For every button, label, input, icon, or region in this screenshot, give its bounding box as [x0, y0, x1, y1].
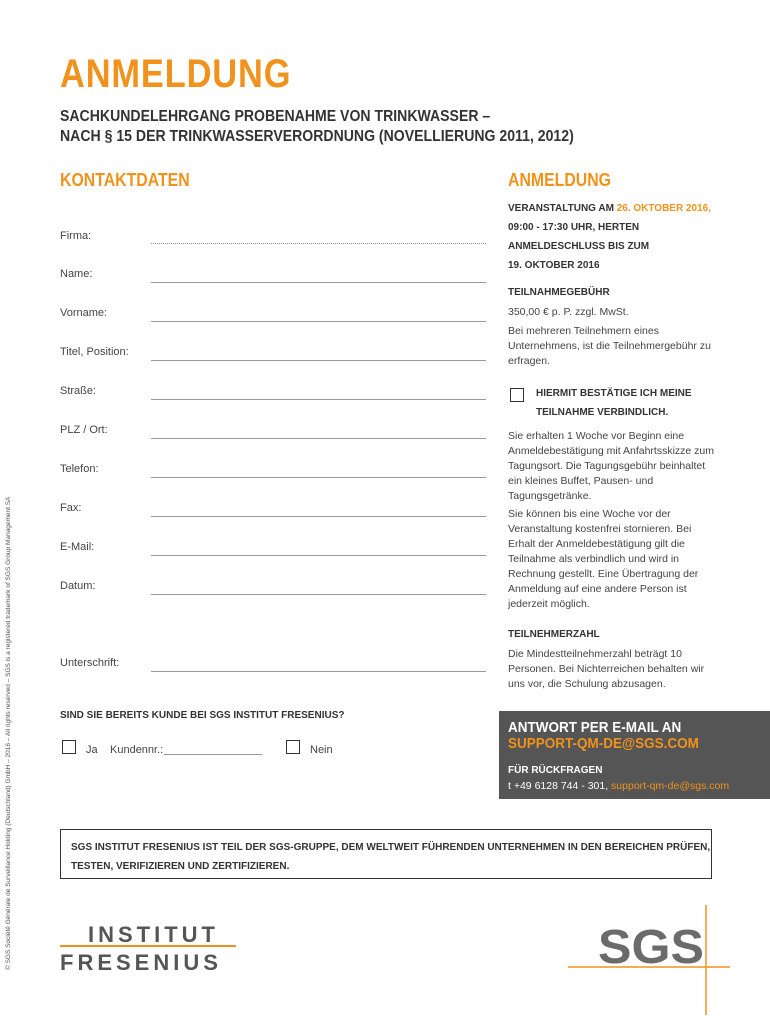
sgs-logo: [568, 905, 730, 1015]
firma-field[interactable]: [151, 243, 486, 244]
deadline-label: ANMELDESCHLUSS BIS ZUM: [508, 241, 650, 252]
answer-email[interactable]: SUPPORT-QM-DE@SGS.COM: [508, 735, 699, 752]
datum-field[interactable]: [151, 594, 486, 595]
name-label: Name:: [60, 268, 93, 280]
event-date-line: [508, 199, 723, 218]
titel-label: Titel, Position:: [60, 346, 129, 358]
firma-label: Firma:: [60, 230, 92, 242]
participants-heading: TEILNEHMERZAHL: [508, 629, 600, 640]
customer-number-label: Kundennr.:: [110, 744, 164, 756]
customer-yes-checkbox[interactable]: [62, 740, 76, 754]
plz-field[interactable]: [151, 438, 486, 439]
email-label: E-Mail:: [60, 541, 95, 553]
telefon-label: Telefon:: [60, 463, 99, 475]
fee-heading: TEILNAHMEGEBÜHR: [508, 287, 610, 298]
questions-label: FÜR RÜCKFRAGEN: [508, 765, 603, 776]
email-field[interactable]: [151, 555, 486, 556]
subtitle-line-2: NACH § 15 DER TRINKWASSERVERORDNUNG (NOVELLIERUNG 2011, 2012): [60, 128, 574, 145]
strasse-label: Straße:: [60, 385, 97, 397]
event-time: 09:00 - 17:30 UHR, HERTEN: [508, 222, 640, 233]
page-title: ANMELDUNG: [60, 52, 292, 96]
fax-label: Fax:: [60, 502, 82, 514]
vorname-label: Vorname:: [60, 307, 108, 319]
course-subtitle: [60, 107, 574, 147]
info-paragraph-2: Sie können bis eine Woche vor der Veranstaltung kostenfrei stornieren. Bei Erhalt der Anmeldebestätigung gilt die Teilnahme als verbindlich und wird in Rechnung gestellt. Eine Übertragung der Anmeldung auf eine andere Person ist jederzeit möglich.: [508, 508, 699, 610]
contact-heading: KONTAKTDATEN: [60, 170, 190, 190]
group-notice-text: SGS INSTITUT FRESENIUS IST TEIL DER SGS-GRUPPE, DEM WELTWEIT FÜHRENDEN UNTERNEHMEN IN DEN BEREICHEN PRÜFEN, TESTEN, VERIFIZIEREN UND ZERTIFIZIEREN.: [71, 842, 711, 872]
telefon-field[interactable]: [151, 477, 486, 478]
customer-question: SIND SIE BEREITS KUNDE BEI SGS INSTITUT FRESENIUS?: [60, 710, 345, 721]
confirm-line-1: HIERMIT BESTÄTIGE ICH MEINE: [536, 388, 692, 399]
logo-fresenius-text: FRESENIUS: [60, 950, 222, 975]
answer-heading: ANTWORT PER E-MAIL AN: [508, 719, 682, 736]
customer-yes-label: Ja: [86, 744, 98, 756]
confirm-text: [536, 384, 726, 422]
deadline-date: 19. OKTOBER 2016: [508, 260, 600, 271]
event-prefix: VERANSTALTUNG AM: [508, 203, 617, 214]
customer-number-field[interactable]: [164, 754, 262, 755]
contact-email-link[interactable]: support-qm-de@sgs.com: [611, 780, 730, 792]
contact-phone: t +49 6128 744 - 301,: [508, 780, 612, 792]
registration-heading: ANMELDUNG: [508, 170, 611, 190]
strasse-field[interactable]: [151, 399, 486, 400]
fee-value: 350,00 € p. P. zzgl. MwSt.: [508, 306, 629, 318]
sgs-logo-text: SGS: [598, 921, 704, 974]
datum-label: Datum:: [60, 580, 96, 592]
answer-box: [499, 711, 770, 799]
copyright-side-text: © SGS Société Générale de Surveillance Holding (Deutschland) GmbH – 2016 – All rights reserved – SGS is a registered trademark of SGS Group Management SA: [5, 496, 12, 970]
group-notice-box: [60, 829, 712, 879]
event-details: [508, 199, 723, 275]
sgs-logo-graphic: [568, 905, 730, 1015]
fee-note: Bei mehreren Teilnehmern eines Unternehmens, ist die Teilnehmergebühr zu erfragen.: [508, 325, 711, 367]
info-paragraph-1: Sie erhalten 1 Woche vor Beginn eine Anmeldebestätigung mit Anfahrtsskizze zum Tagungsort. Die Tagungsgebühr beinhaltet ein kleines Buffet, Pausen- und Tagungsgetränke.: [508, 430, 715, 502]
plz-label: PLZ / Ort:: [60, 424, 108, 436]
logo-institut-text: INSTITUT: [88, 922, 219, 947]
subtitle-line-1: SACHKUNDELEHRGANG PROBENAHME VON TRINKWASSER –: [60, 108, 491, 125]
participants-text: Die Mindestteilnehmerzahl beträgt 10 Personen. Bei Nichterreichen behalten wir uns vor, die Schulung abzusagen.: [508, 648, 705, 690]
name-field[interactable]: [151, 282, 486, 283]
unterschrift-field[interactable]: [151, 671, 486, 672]
customer-no-label: Nein: [310, 744, 333, 756]
logo-rule: [60, 945, 236, 947]
event-date: 26. OKTOBER 2016,: [616, 203, 712, 214]
unterschrift-label: Unterschrift:: [60, 657, 120, 669]
customer-no-checkbox[interactable]: [286, 740, 300, 754]
confirm-checkbox[interactable]: [510, 388, 524, 402]
contact-phone-line: [508, 780, 729, 792]
confirm-line-2: TEILNAHME VERBINDLICH.: [536, 407, 669, 418]
titel-field[interactable]: [151, 360, 486, 361]
fax-field[interactable]: [151, 516, 486, 517]
vorname-field[interactable]: [151, 321, 486, 322]
institut-fresenius-logo: [60, 922, 240, 975]
